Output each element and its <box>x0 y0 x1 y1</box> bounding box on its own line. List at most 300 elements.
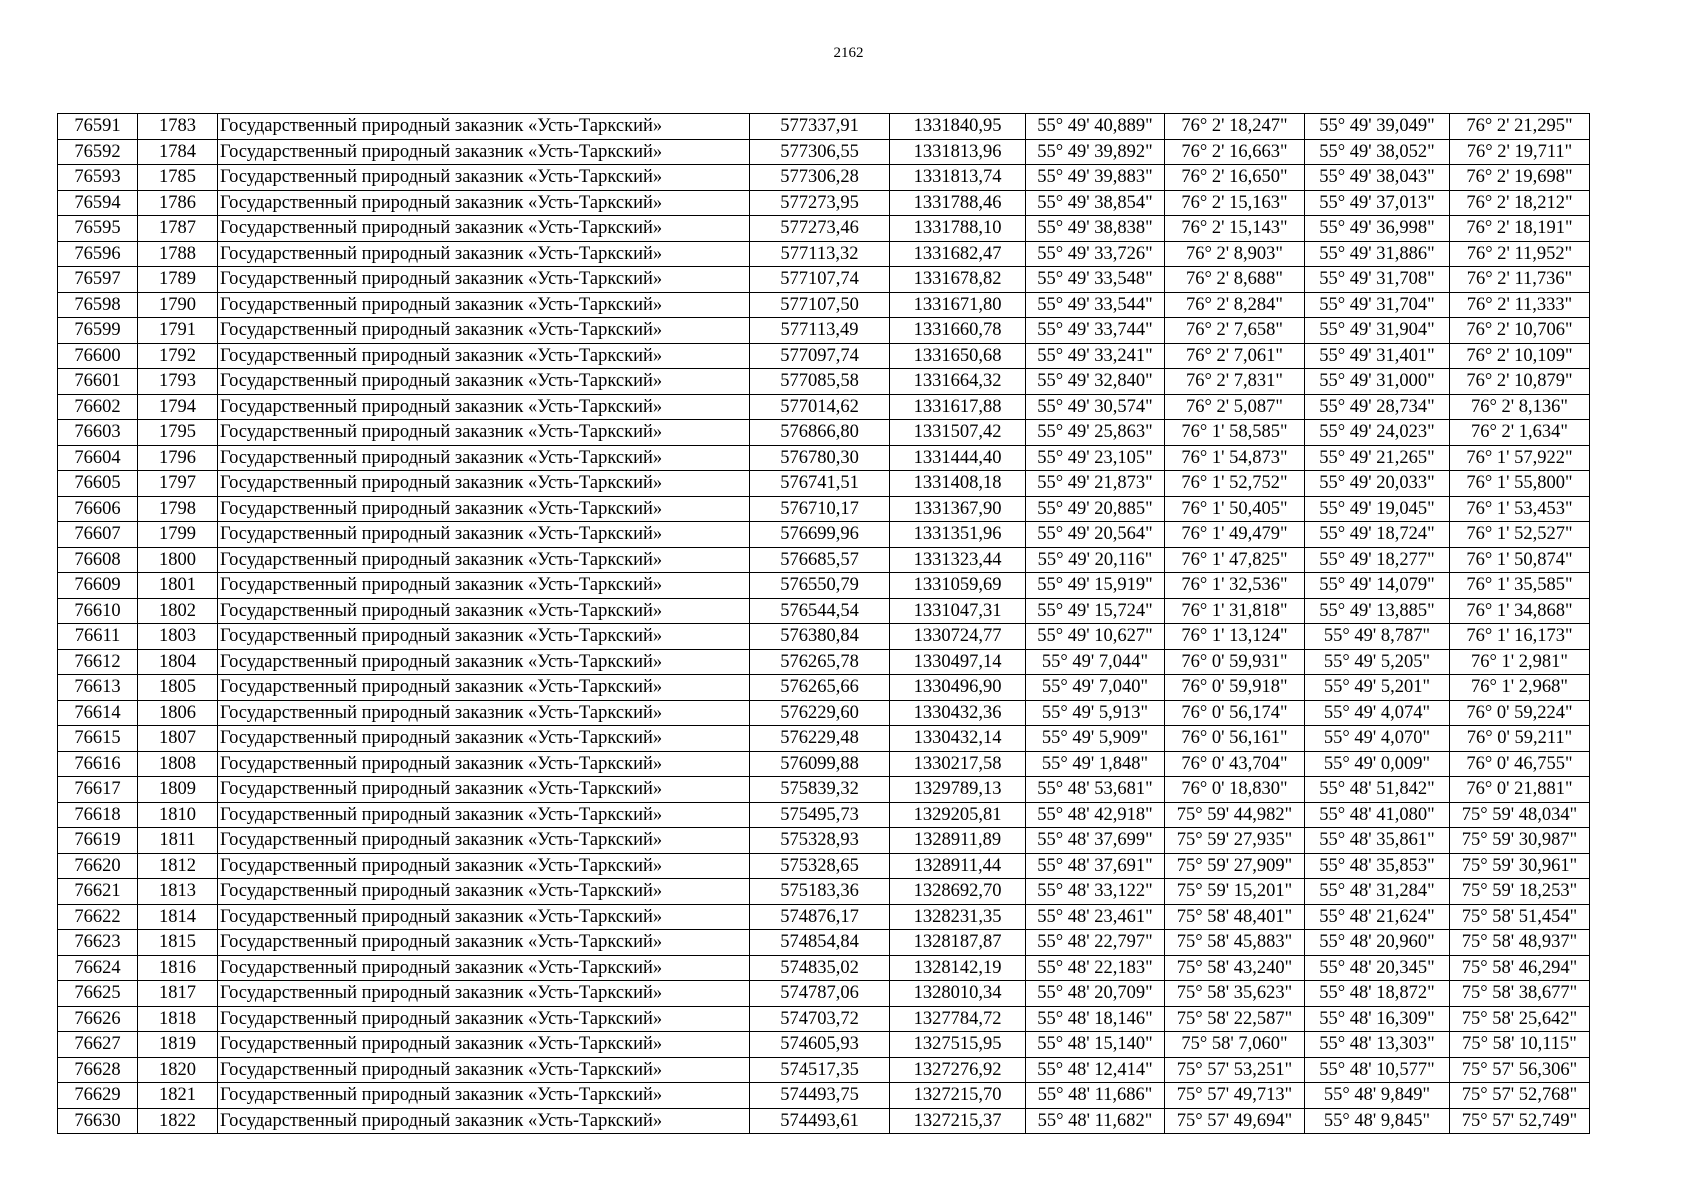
point-number-cell: 1806 <box>138 700 218 726</box>
coord-y-cell: 1328911,89 <box>890 828 1026 854</box>
point-number-cell: 1821 <box>138 1083 218 1109</box>
latitude-2-cell: 55° 48' 21,624" <box>1305 904 1450 930</box>
object-name-cell: Государственный природный заказник «Усть-Таркский» <box>218 318 750 344</box>
table-row <box>58 828 1590 854</box>
longitude-1-cell: 76° 2' 15,163" <box>1165 190 1305 216</box>
row-number-cell: 76616 <box>58 751 138 777</box>
latitude-2-cell: 55° 48' 20,345" <box>1305 955 1450 981</box>
coord-x-cell: 574493,61 <box>750 1108 890 1134</box>
latitude-1-cell: 55° 49' 39,883" <box>1026 165 1165 191</box>
latitude-1-cell: 55° 49' 1,848" <box>1026 751 1165 777</box>
object-name-cell: Государственный природный заказник «Усть-Таркский» <box>218 165 750 191</box>
coord-y-cell: 1329789,13 <box>890 777 1026 803</box>
latitude-2-cell: 55° 49' 38,052" <box>1305 139 1450 165</box>
table-row <box>58 573 1590 599</box>
longitude-1-cell: 75° 58' 48,401" <box>1165 904 1305 930</box>
point-number-cell: 1822 <box>138 1108 218 1134</box>
longitude-1-cell: 75° 57' 53,251" <box>1165 1057 1305 1083</box>
longitude-1-cell: 76° 2' 8,688" <box>1165 267 1305 293</box>
coord-x-cell: 577107,74 <box>750 267 890 293</box>
object-name-cell: Государственный природный заказник «Усть-Таркский» <box>218 1108 750 1134</box>
coord-x-cell: 576099,88 <box>750 751 890 777</box>
coord-y-cell: 1328142,19 <box>890 955 1026 981</box>
table-row <box>58 1057 1590 1083</box>
coord-y-cell: 1327276,92 <box>890 1057 1026 1083</box>
table-row <box>58 267 1590 293</box>
latitude-1-cell: 55° 49' 20,564" <box>1026 522 1165 548</box>
latitude-2-cell: 55° 49' 39,049" <box>1305 114 1450 140</box>
latitude-1-cell: 55° 48' 33,122" <box>1026 879 1165 905</box>
longitude-2-cell: 75° 57' 52,749" <box>1450 1108 1590 1134</box>
longitude-2-cell: 76° 0' 59,211" <box>1450 726 1590 752</box>
latitude-2-cell: 55° 48' 20,960" <box>1305 930 1450 956</box>
point-number-cell: 1790 <box>138 292 218 318</box>
object-name-cell: Государственный природный заказник «Усть-Таркский» <box>218 292 750 318</box>
point-number-cell: 1807 <box>138 726 218 752</box>
longitude-1-cell: 76° 1' 50,405" <box>1165 496 1305 522</box>
row-number-cell: 76617 <box>58 777 138 803</box>
coord-y-cell: 1328911,44 <box>890 853 1026 879</box>
coord-x-cell: 576229,48 <box>750 726 890 752</box>
coord-x-cell: 576265,66 <box>750 675 890 701</box>
table-row <box>58 930 1590 956</box>
latitude-1-cell: 55° 49' 38,854" <box>1026 190 1165 216</box>
row-number-cell: 76591 <box>58 114 138 140</box>
latitude-1-cell: 55° 48' 11,686" <box>1026 1083 1165 1109</box>
latitude-1-cell: 55° 49' 30,574" <box>1026 394 1165 420</box>
point-number-cell: 1796 <box>138 445 218 471</box>
object-name-cell: Государственный природный заказник «Усть-Таркский» <box>218 1006 750 1032</box>
longitude-2-cell: 75° 59' 18,253" <box>1450 879 1590 905</box>
row-number-cell: 76624 <box>58 955 138 981</box>
point-number-cell: 1787 <box>138 216 218 242</box>
longitude-2-cell: 75° 58' 48,937" <box>1450 930 1590 956</box>
object-name-cell: Государственный природный заказник «Усть-Таркский» <box>218 445 750 471</box>
latitude-1-cell: 55° 49' 40,889" <box>1026 114 1165 140</box>
object-name-cell: Государственный природный заказник «Усть-Таркский» <box>218 955 750 981</box>
object-name-cell: Государственный природный заказник «Усть-Таркский» <box>218 343 750 369</box>
longitude-1-cell: 76° 1' 32,536" <box>1165 573 1305 599</box>
latitude-1-cell: 55° 48' 11,682" <box>1026 1108 1165 1134</box>
coord-y-cell: 1328187,87 <box>890 930 1026 956</box>
point-number-cell: 1814 <box>138 904 218 930</box>
row-number-cell: 76597 <box>58 267 138 293</box>
longitude-2-cell: 76° 2' 19,711" <box>1450 139 1590 165</box>
table-row <box>58 598 1590 624</box>
coord-x-cell: 576710,17 <box>750 496 890 522</box>
row-number-cell: 76628 <box>58 1057 138 1083</box>
row-number-cell: 76593 <box>58 165 138 191</box>
longitude-1-cell: 76° 1' 31,818" <box>1165 598 1305 624</box>
object-name-cell: Государственный природный заказник «Усть-Таркский» <box>218 1032 750 1058</box>
latitude-2-cell: 55° 48' 51,842" <box>1305 777 1450 803</box>
object-name-cell: Государственный природный заказник «Усть-Таркский» <box>218 879 750 905</box>
row-number-cell: 76596 <box>58 241 138 267</box>
point-number-cell: 1789 <box>138 267 218 293</box>
coord-y-cell: 1331660,78 <box>890 318 1026 344</box>
latitude-2-cell: 55° 49' 31,886" <box>1305 241 1450 267</box>
longitude-2-cell: 76° 2' 10,706" <box>1450 318 1590 344</box>
latitude-2-cell: 55° 49' 18,277" <box>1305 547 1450 573</box>
row-number-cell: 76623 <box>58 930 138 956</box>
row-number-cell: 76600 <box>58 343 138 369</box>
longitude-2-cell: 75° 58' 10,115" <box>1450 1032 1590 1058</box>
point-number-cell: 1811 <box>138 828 218 854</box>
longitude-2-cell: 76° 2' 1,634" <box>1450 420 1590 446</box>
page-number: 2162 <box>833 45 864 61</box>
table-row <box>58 751 1590 777</box>
point-number-cell: 1784 <box>138 139 218 165</box>
row-number-cell: 76599 <box>58 318 138 344</box>
coord-y-cell: 1331678,82 <box>890 267 1026 293</box>
coord-y-cell: 1330724,77 <box>890 624 1026 650</box>
table-row <box>58 700 1590 726</box>
longitude-2-cell: 76° 2' 10,109" <box>1450 343 1590 369</box>
latitude-1-cell: 55° 49' 7,040" <box>1026 675 1165 701</box>
coord-y-cell: 1327215,70 <box>890 1083 1026 1109</box>
object-name-cell: Государственный природный заказник «Усть-Таркский» <box>218 573 750 599</box>
coord-x-cell: 576265,78 <box>750 649 890 675</box>
coord-x-cell: 576685,57 <box>750 547 890 573</box>
coord-y-cell: 1331682,47 <box>890 241 1026 267</box>
coord-x-cell: 577085,58 <box>750 369 890 395</box>
coord-y-cell: 1327784,72 <box>890 1006 1026 1032</box>
longitude-2-cell: 75° 59' 48,034" <box>1450 802 1590 828</box>
object-name-cell: Государственный природный заказник «Усть-Таркский» <box>218 496 750 522</box>
coord-x-cell: 577306,55 <box>750 139 890 165</box>
object-name-cell: Государственный природный заказник «Усть-Таркский» <box>218 522 750 548</box>
coord-y-cell: 1328231,35 <box>890 904 1026 930</box>
longitude-2-cell: 75° 58' 25,642" <box>1450 1006 1590 1032</box>
latitude-1-cell: 55° 49' 15,724" <box>1026 598 1165 624</box>
table-row <box>58 394 1590 420</box>
coord-y-cell: 1331813,74 <box>890 165 1026 191</box>
coord-y-cell: 1331047,31 <box>890 598 1026 624</box>
latitude-1-cell: 55° 48' 22,797" <box>1026 930 1165 956</box>
longitude-1-cell: 76° 0' 43,704" <box>1165 751 1305 777</box>
row-number-cell: 76629 <box>58 1083 138 1109</box>
longitude-1-cell: 75° 59' 27,909" <box>1165 853 1305 879</box>
longitude-1-cell: 76° 0' 56,161" <box>1165 726 1305 752</box>
table-row <box>58 547 1590 573</box>
table-row <box>58 190 1590 216</box>
coord-x-cell: 577273,46 <box>750 216 890 242</box>
coord-y-cell: 1331323,44 <box>890 547 1026 573</box>
coord-y-cell: 1330496,90 <box>890 675 1026 701</box>
point-number-cell: 1801 <box>138 573 218 599</box>
coord-x-cell: 575495,73 <box>750 802 890 828</box>
latitude-2-cell: 55° 49' 5,201" <box>1305 675 1450 701</box>
table-row <box>58 496 1590 522</box>
longitude-2-cell: 75° 58' 51,454" <box>1450 904 1590 930</box>
longitude-2-cell: 76° 2' 8,136" <box>1450 394 1590 420</box>
point-number-cell: 1800 <box>138 547 218 573</box>
row-number-cell: 76615 <box>58 726 138 752</box>
object-name-cell: Государственный природный заказник «Усть-Таркский» <box>218 751 750 777</box>
table-row <box>58 471 1590 497</box>
coordinates-table <box>57 113 1590 1134</box>
latitude-2-cell: 55° 48' 16,309" <box>1305 1006 1450 1032</box>
coord-x-cell: 574493,75 <box>750 1083 890 1109</box>
coord-y-cell: 1327515,95 <box>890 1032 1026 1058</box>
longitude-1-cell: 76° 2' 8,903" <box>1165 241 1305 267</box>
longitude-1-cell: 76° 2' 7,658" <box>1165 318 1305 344</box>
latitude-2-cell: 55° 49' 31,401" <box>1305 343 1450 369</box>
coord-x-cell: 575839,32 <box>750 777 890 803</box>
latitude-1-cell: 55° 49' 5,909" <box>1026 726 1165 752</box>
row-number-cell: 76625 <box>58 981 138 1007</box>
row-number-cell: 76619 <box>58 828 138 854</box>
point-number-cell: 1819 <box>138 1032 218 1058</box>
row-number-cell: 76627 <box>58 1032 138 1058</box>
coord-y-cell: 1331664,32 <box>890 369 1026 395</box>
row-number-cell: 76602 <box>58 394 138 420</box>
longitude-2-cell: 76° 2' 10,879" <box>1450 369 1590 395</box>
coord-y-cell: 1327215,37 <box>890 1108 1026 1134</box>
object-name-cell: Государственный природный заказник «Усть-Таркский» <box>218 420 750 446</box>
latitude-1-cell: 55° 49' 20,885" <box>1026 496 1165 522</box>
longitude-2-cell: 76° 1' 34,868" <box>1450 598 1590 624</box>
longitude-2-cell: 76° 0' 21,881" <box>1450 777 1590 803</box>
object-name-cell: Государственный природный заказник «Усть-Таркский» <box>218 828 750 854</box>
coord-x-cell: 576544,54 <box>750 598 890 624</box>
longitude-1-cell: 75° 58' 45,883" <box>1165 930 1305 956</box>
table-row <box>58 241 1590 267</box>
longitude-2-cell: 76° 1' 57,922" <box>1450 445 1590 471</box>
coord-x-cell: 577113,32 <box>750 241 890 267</box>
table-row <box>58 777 1590 803</box>
latitude-2-cell: 55° 49' 5,205" <box>1305 649 1450 675</box>
longitude-1-cell: 75° 57' 49,694" <box>1165 1108 1305 1134</box>
longitude-1-cell: 76° 2' 16,663" <box>1165 139 1305 165</box>
longitude-1-cell: 76° 2' 7,831" <box>1165 369 1305 395</box>
point-number-cell: 1805 <box>138 675 218 701</box>
coord-x-cell: 576780,30 <box>750 445 890 471</box>
longitude-2-cell: 75° 58' 38,677" <box>1450 981 1590 1007</box>
latitude-2-cell: 55° 49' 19,045" <box>1305 496 1450 522</box>
coord-y-cell: 1328692,70 <box>890 879 1026 905</box>
point-number-cell: 1799 <box>138 522 218 548</box>
longitude-2-cell: 75° 57' 56,306" <box>1450 1057 1590 1083</box>
longitude-2-cell: 76° 0' 59,224" <box>1450 700 1590 726</box>
latitude-1-cell: 55° 49' 32,840" <box>1026 369 1165 395</box>
table-row <box>58 343 1590 369</box>
object-name-cell: Государственный природный заказник «Усть-Таркский» <box>218 267 750 293</box>
point-number-cell: 1802 <box>138 598 218 624</box>
coord-x-cell: 576550,79 <box>750 573 890 599</box>
object-name-cell: Государственный природный заказник «Усть-Таркский» <box>218 1057 750 1083</box>
longitude-2-cell: 76° 1' 55,800" <box>1450 471 1590 497</box>
longitude-2-cell: 75° 58' 46,294" <box>1450 955 1590 981</box>
object-name-cell: Государственный природный заказник «Усть-Таркский» <box>218 777 750 803</box>
longitude-1-cell: 76° 1' 52,752" <box>1165 471 1305 497</box>
coord-y-cell: 1331059,69 <box>890 573 1026 599</box>
latitude-2-cell: 55° 49' 13,885" <box>1305 598 1450 624</box>
longitude-2-cell: 76° 2' 11,952" <box>1450 241 1590 267</box>
longitude-2-cell: 76° 1' 52,527" <box>1450 522 1590 548</box>
row-number-cell: 76594 <box>58 190 138 216</box>
latitude-2-cell: 55° 49' 31,000" <box>1305 369 1450 395</box>
coord-y-cell: 1330432,14 <box>890 726 1026 752</box>
row-number-cell: 76604 <box>58 445 138 471</box>
longitude-1-cell: 75° 58' 43,240" <box>1165 955 1305 981</box>
latitude-1-cell: 55° 49' 7,044" <box>1026 649 1165 675</box>
table-row <box>58 445 1590 471</box>
coord-y-cell: 1331671,80 <box>890 292 1026 318</box>
table-row <box>58 624 1590 650</box>
object-name-cell: Государственный природный заказник «Усть-Таркский» <box>218 547 750 573</box>
object-name-cell: Государственный природный заказник «Усть-Таркский» <box>218 1083 750 1109</box>
longitude-1-cell: 76° 2' 7,061" <box>1165 343 1305 369</box>
longitude-1-cell: 76° 0' 59,918" <box>1165 675 1305 701</box>
point-number-cell: 1809 <box>138 777 218 803</box>
longitude-1-cell: 75° 57' 49,713" <box>1165 1083 1305 1109</box>
longitude-1-cell: 76° 1' 47,825" <box>1165 547 1305 573</box>
point-number-cell: 1794 <box>138 394 218 420</box>
coord-y-cell: 1331507,42 <box>890 420 1026 446</box>
coord-x-cell: 575328,65 <box>750 853 890 879</box>
table-row <box>58 879 1590 905</box>
table-row <box>58 649 1590 675</box>
latitude-2-cell: 55° 48' 10,577" <box>1305 1057 1450 1083</box>
object-name-cell: Государственный природный заказник «Усть-Таркский» <box>218 114 750 140</box>
table-body <box>58 114 1590 1134</box>
table-row <box>58 1006 1590 1032</box>
latitude-2-cell: 55° 49' 18,724" <box>1305 522 1450 548</box>
latitude-1-cell: 55° 49' 25,863" <box>1026 420 1165 446</box>
object-name-cell: Государственный природный заказник «Усть-Таркский» <box>218 930 750 956</box>
latitude-1-cell: 55° 49' 15,919" <box>1026 573 1165 599</box>
coord-y-cell: 1329205,81 <box>890 802 1026 828</box>
latitude-2-cell: 55° 49' 36,998" <box>1305 216 1450 242</box>
point-number-cell: 1816 <box>138 955 218 981</box>
longitude-2-cell: 76° 2' 18,212" <box>1450 190 1590 216</box>
coord-y-cell: 1331650,68 <box>890 343 1026 369</box>
point-number-cell: 1810 <box>138 802 218 828</box>
coord-y-cell: 1331408,18 <box>890 471 1026 497</box>
coord-x-cell: 577306,28 <box>750 165 890 191</box>
table-row <box>58 369 1590 395</box>
table-row <box>58 1108 1590 1134</box>
row-number-cell: 76609 <box>58 573 138 599</box>
latitude-1-cell: 55° 48' 42,918" <box>1026 802 1165 828</box>
coord-x-cell: 574835,02 <box>750 955 890 981</box>
longitude-2-cell: 76° 2' 21,295" <box>1450 114 1590 140</box>
coord-y-cell: 1330432,36 <box>890 700 1026 726</box>
latitude-1-cell: 55° 49' 33,548" <box>1026 267 1165 293</box>
latitude-1-cell: 55° 49' 38,838" <box>1026 216 1165 242</box>
longitude-1-cell: 76° 2' 18,247" <box>1165 114 1305 140</box>
table-row <box>58 726 1590 752</box>
latitude-2-cell: 55° 49' 4,070" <box>1305 726 1450 752</box>
coord-x-cell: 577107,50 <box>750 292 890 318</box>
object-name-cell: Государственный природный заказник «Усть-Таркский» <box>218 241 750 267</box>
row-number-cell: 76622 <box>58 904 138 930</box>
point-number-cell: 1786 <box>138 190 218 216</box>
longitude-1-cell: 76° 0' 18,830" <box>1165 777 1305 803</box>
coord-x-cell: 577113,49 <box>750 318 890 344</box>
coord-x-cell: 576380,84 <box>750 624 890 650</box>
table-row <box>58 165 1590 191</box>
latitude-2-cell: 55° 48' 35,853" <box>1305 853 1450 879</box>
longitude-2-cell: 76° 1' 35,585" <box>1450 573 1590 599</box>
latitude-1-cell: 55° 49' 5,913" <box>1026 700 1165 726</box>
longitude-1-cell: 76° 0' 59,931" <box>1165 649 1305 675</box>
latitude-1-cell: 55° 49' 33,241" <box>1026 343 1165 369</box>
coord-x-cell: 576866,80 <box>750 420 890 446</box>
coord-x-cell: 574787,06 <box>750 981 890 1007</box>
coord-y-cell: 1331444,40 <box>890 445 1026 471</box>
longitude-1-cell: 76° 0' 56,174" <box>1165 700 1305 726</box>
object-name-cell: Государственный природный заказник «Усть-Таркский» <box>218 624 750 650</box>
longitude-2-cell: 76° 1' 2,968" <box>1450 675 1590 701</box>
coord-x-cell: 576229,60 <box>750 700 890 726</box>
longitude-1-cell: 75° 59' 27,935" <box>1165 828 1305 854</box>
longitude-2-cell: 75° 59' 30,987" <box>1450 828 1590 854</box>
coord-x-cell: 574517,35 <box>750 1057 890 1083</box>
longitude-1-cell: 76° 2' 8,284" <box>1165 292 1305 318</box>
object-name-cell: Государственный природный заказник «Усть-Таркский» <box>218 904 750 930</box>
latitude-1-cell: 55° 49' 20,116" <box>1026 547 1165 573</box>
coord-y-cell: 1330497,14 <box>890 649 1026 675</box>
table-row <box>58 853 1590 879</box>
row-number-cell: 76612 <box>58 649 138 675</box>
row-number-cell: 76606 <box>58 496 138 522</box>
coord-x-cell: 574605,93 <box>750 1032 890 1058</box>
point-number-cell: 1808 <box>138 751 218 777</box>
latitude-1-cell: 55° 49' 33,726" <box>1026 241 1165 267</box>
latitude-2-cell: 55° 49' 24,023" <box>1305 420 1450 446</box>
point-number-cell: 1804 <box>138 649 218 675</box>
row-number-cell: 76621 <box>58 879 138 905</box>
table-row <box>58 522 1590 548</box>
latitude-2-cell: 55° 49' 8,787" <box>1305 624 1450 650</box>
table-row <box>58 420 1590 446</box>
coord-x-cell: 576741,51 <box>750 471 890 497</box>
coord-x-cell: 577014,62 <box>750 394 890 420</box>
longitude-1-cell: 76° 2' 15,143" <box>1165 216 1305 242</box>
longitude-2-cell: 76° 1' 50,874" <box>1450 547 1590 573</box>
latitude-2-cell: 55° 49' 38,043" <box>1305 165 1450 191</box>
row-number-cell: 76614 <box>58 700 138 726</box>
coord-x-cell: 577097,74 <box>750 343 890 369</box>
row-number-cell: 76595 <box>58 216 138 242</box>
longitude-1-cell: 75° 58' 7,060" <box>1165 1032 1305 1058</box>
latitude-2-cell: 55° 48' 9,849" <box>1305 1083 1450 1109</box>
coord-x-cell: 574854,84 <box>750 930 890 956</box>
latitude-1-cell: 55° 48' 18,146" <box>1026 1006 1165 1032</box>
table-row <box>58 1083 1590 1109</box>
latitude-1-cell: 55° 49' 10,627" <box>1026 624 1165 650</box>
point-number-cell: 1813 <box>138 879 218 905</box>
coord-x-cell: 577273,95 <box>750 190 890 216</box>
latitude-1-cell: 55° 49' 33,744" <box>1026 318 1165 344</box>
longitude-1-cell: 76° 2' 5,087" <box>1165 394 1305 420</box>
table-row <box>58 318 1590 344</box>
object-name-cell: Государственный природный заказник «Усть-Таркский» <box>218 216 750 242</box>
longitude-2-cell: 76° 2' 19,698" <box>1450 165 1590 191</box>
coord-y-cell: 1330217,58 <box>890 751 1026 777</box>
row-number-cell: 76592 <box>58 139 138 165</box>
latitude-1-cell: 55° 48' 37,691" <box>1026 853 1165 879</box>
row-number-cell: 76610 <box>58 598 138 624</box>
point-number-cell: 1793 <box>138 369 218 395</box>
object-name-cell: Государственный природный заказник «Усть-Таркский» <box>218 139 750 165</box>
latitude-2-cell: 55° 48' 31,284" <box>1305 879 1450 905</box>
object-name-cell: Государственный природный заказник «Усть-Таркский» <box>218 726 750 752</box>
table-row <box>58 292 1590 318</box>
row-number-cell: 76603 <box>58 420 138 446</box>
